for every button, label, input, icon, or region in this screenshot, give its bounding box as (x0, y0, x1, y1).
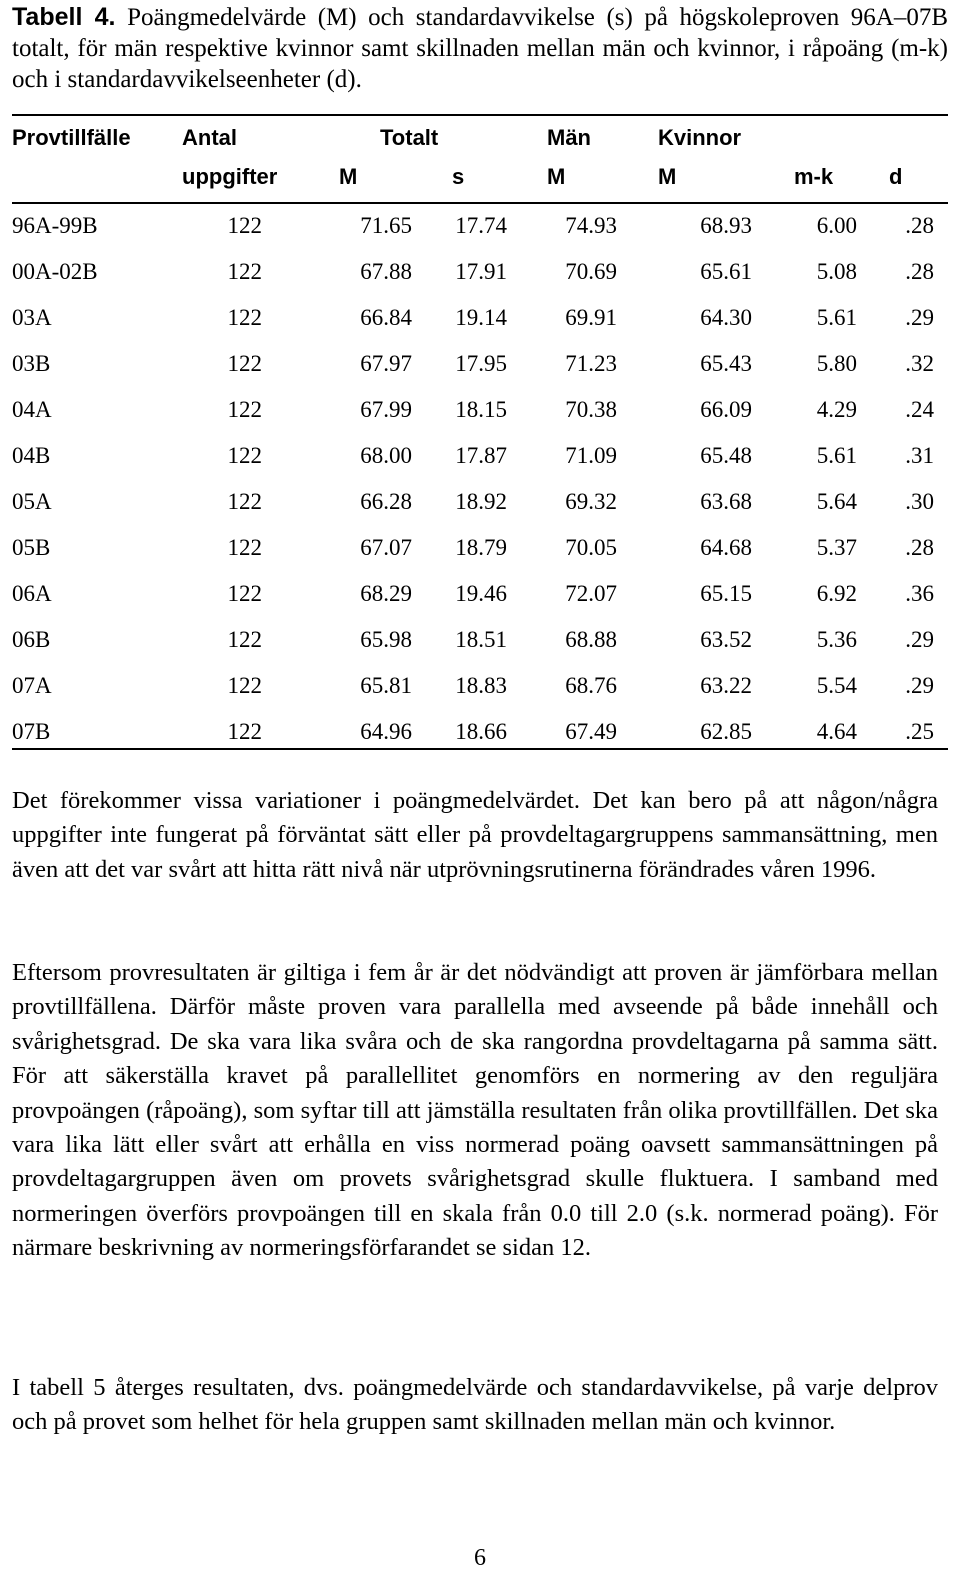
cell-kvinnor-m: 63.22 (700, 673, 752, 698)
cell-man-m: 71.23 (565, 351, 617, 376)
cell-provtillfalle: 06B (12, 627, 51, 652)
cell-provtillfalle: 05B (12, 535, 51, 560)
cell-mk: 5.37 (816, 535, 857, 560)
cell-provtillfalle: 07A (12, 673, 52, 698)
cell-antal: 122 (227, 581, 262, 606)
cell-totalt-s: 17.95 (455, 351, 507, 376)
page-number: 6 (474, 1545, 486, 1571)
cell-totalt-s: 19.46 (455, 581, 507, 606)
cell-d: .25 (905, 719, 934, 744)
cell-antal: 122 (227, 627, 262, 652)
cell-totalt-s: 18.15 (455, 397, 507, 422)
cell-man-m: 70.38 (565, 397, 617, 422)
cell-totalt-m: 67.99 (360, 397, 412, 422)
cell-man-m: 68.88 (565, 627, 617, 652)
cell-provtillfalle: 05A (12, 489, 52, 514)
cell-totalt-m: 65.81 (360, 673, 412, 698)
table-bottom-rule (12, 748, 948, 750)
cell-antal: 122 (227, 351, 262, 376)
cell-antal: 122 (227, 305, 262, 330)
paragraph-2: Eftersom provresultaten är giltiga i fem år är det nödvändigt att proven är jämförbara mellan provtillfällena. Därför måste proven vara parallella med avseende på både innehåll och svårighetsgrad. De ska vara lika svåra och de ska rangordna provdeltagarna på samma sätt. För att säkerställa kravet på parallellitet genomförs en normering av den reguljära provpoängen (råpoäng), som syftar till att jämställa resultaten från olika provtillfällen. Det ska vara lika lätt eller svårt att erhålla en viss normerad poäng oavsett sammansättningen på provdeltagargruppen även om provets svårighetsgrad skulle fluktuera. I samband med normeringen överförs provpoängen till en skala från 0.0 till 2.0 (s.k. normerad poäng). För närmare beskrivning av normeringsförfarandet se sidan 12. (12, 959, 938, 1262)
cell-antal: 122 (227, 443, 262, 468)
cell-totalt-s: 18.66 (455, 719, 507, 744)
header-antal: Antal (182, 125, 237, 150)
cell-provtillfalle: 04A (12, 397, 52, 422)
table-header-rule (12, 202, 948, 204)
cell-mk: 5.80 (816, 351, 857, 376)
cell-d: .29 (905, 673, 934, 698)
cell-d: .36 (905, 581, 934, 606)
cell-d: .31 (905, 443, 934, 468)
cell-d: .24 (905, 397, 934, 422)
cell-provtillfalle: 96A-99B (12, 213, 98, 238)
cell-mk: 6.00 (816, 213, 857, 238)
cell-totalt-m: 71.65 (360, 213, 412, 238)
cell-provtillfalle: 00A-02B (12, 259, 98, 284)
caption-text: Poängmedelvärde (M) och standardavvikelse (s) på högskoleproven 96A–07B totalt, för män respektive kvinnor samt skillnaden mellan män och kvinnor, i råpoäng (m-k) och i standardavvikelseenheter (d). (12, 4, 949, 93)
cell-mk: 4.64 (816, 719, 857, 744)
cell-totalt-m: 66.84 (360, 305, 412, 330)
cell-totalt-s: 17.74 (455, 213, 507, 238)
header-man: Män (547, 125, 591, 150)
cell-totalt-m: 68.00 (360, 443, 412, 468)
cell-totalt-s: 18.83 (455, 673, 507, 698)
caption-label: Tabell 4. (12, 3, 116, 31)
header-d: d (889, 164, 903, 189)
cell-mk: 5.36 (816, 627, 857, 652)
cell-d: .29 (905, 305, 934, 330)
cell-totalt-m: 67.97 (360, 351, 412, 376)
cell-provtillfalle: 03A (12, 305, 52, 330)
cell-totalt-s: 17.87 (455, 443, 507, 468)
cell-mk: 5.08 (816, 259, 857, 284)
results-table (12, 114, 948, 750)
cell-totalt-s: 18.79 (455, 535, 507, 560)
cell-totalt-s: 19.14 (455, 305, 507, 330)
cell-provtillfalle: 07B (12, 719, 51, 744)
cell-mk: 5.61 (816, 443, 857, 468)
header-mk: m-k (794, 164, 834, 189)
cell-kvinnor-m: 64.68 (700, 535, 752, 560)
cell-mk: 4.29 (816, 397, 857, 422)
header-kvinnor-m: M (658, 164, 677, 189)
cell-man-m: 70.69 (565, 259, 617, 284)
header-totalt: Totalt (380, 125, 439, 150)
cell-d: .32 (905, 351, 934, 376)
cell-provtillfalle: 06A (12, 581, 52, 606)
cell-d: .28 (905, 213, 934, 238)
cell-man-m: 71.09 (565, 443, 617, 468)
cell-kvinnor-m: 65.43 (700, 351, 752, 376)
cell-totalt-m: 68.29 (360, 581, 412, 606)
table-top-rule (12, 114, 948, 116)
cell-kvinnor-m: 63.68 (700, 489, 752, 514)
cell-kvinnor-m: 63.52 (700, 627, 752, 652)
header-uppgifter: uppgifter (182, 164, 278, 189)
cell-man-m: 70.05 (565, 535, 617, 560)
cell-antal: 122 (227, 535, 262, 560)
cell-kvinnor-m: 62.85 (700, 719, 752, 744)
cell-d: .28 (905, 259, 934, 284)
cell-man-m: 74.93 (565, 213, 617, 238)
cell-totalt-m: 65.98 (360, 627, 412, 652)
cell-mk: 5.61 (816, 305, 857, 330)
cell-kvinnor-m: 64.30 (700, 305, 752, 330)
cell-provtillfalle: 04B (12, 443, 51, 468)
cell-totalt-s: 18.92 (455, 489, 507, 514)
header-totalt-s: s (452, 164, 465, 189)
header-kvinnor: Kvinnor (658, 125, 742, 150)
cell-totalt-m: 64.96 (360, 719, 412, 744)
cell-mk: 5.64 (816, 489, 857, 514)
cell-antal: 122 (227, 489, 262, 514)
cell-antal: 122 (227, 259, 262, 284)
header-man-m: M (547, 164, 566, 189)
cell-totalt-m: 67.88 (360, 259, 412, 284)
cell-man-m: 72.07 (565, 581, 617, 606)
cell-mk: 5.54 (816, 673, 857, 698)
cell-kvinnor-m: 65.48 (700, 443, 752, 468)
cell-d: .28 (905, 535, 934, 560)
cell-antal: 122 (227, 213, 262, 238)
paragraph-1: Det förekommer vissa variationer i poängmedelvärdet. Det kan bero på att någon/några uppgifter inte fungerat på förväntat sätt eller på provdeltagargruppens sammansättning, men även att det var svårt att hitta rätt nivå när utprövningsrutinerna förändrades våren 1996. (12, 787, 938, 883)
header-totalt-m: M (339, 164, 358, 189)
paragraph-3: I tabell 5 återges resultaten, dvs. poängmedelvärde och standardavvikelse, på varje delprov och på provet som helhet för hela gruppen samt skillnaden mellan män och kvinnor. (12, 1374, 938, 1436)
cell-kvinnor-m: 68.93 (700, 213, 752, 238)
cell-man-m: 69.32 (565, 489, 617, 514)
cell-antal: 122 (227, 673, 262, 698)
cell-man-m: 68.76 (565, 673, 617, 698)
cell-kvinnor-m: 65.61 (700, 259, 752, 284)
cell-man-m: 67.49 (565, 719, 617, 744)
cell-d: .29 (905, 627, 934, 652)
cell-totalt-s: 18.51 (455, 627, 507, 652)
cell-man-m: 69.91 (565, 305, 617, 330)
cell-totalt-m: 67.07 (360, 535, 412, 560)
cell-antal: 122 (227, 397, 262, 422)
cell-totalt-s: 17.91 (455, 259, 507, 284)
cell-totalt-m: 66.28 (360, 489, 412, 514)
cell-kvinnor-m: 65.15 (700, 581, 752, 606)
cell-provtillfalle: 03B (12, 351, 51, 376)
cell-kvinnor-m: 66.09 (700, 397, 752, 422)
cell-d: .30 (905, 489, 934, 514)
cell-antal: 122 (227, 719, 262, 744)
cell-mk: 6.92 (816, 581, 857, 606)
header-provtillfalle: Provtillfälle (12, 125, 131, 150)
table-caption (12, 2, 948, 95)
